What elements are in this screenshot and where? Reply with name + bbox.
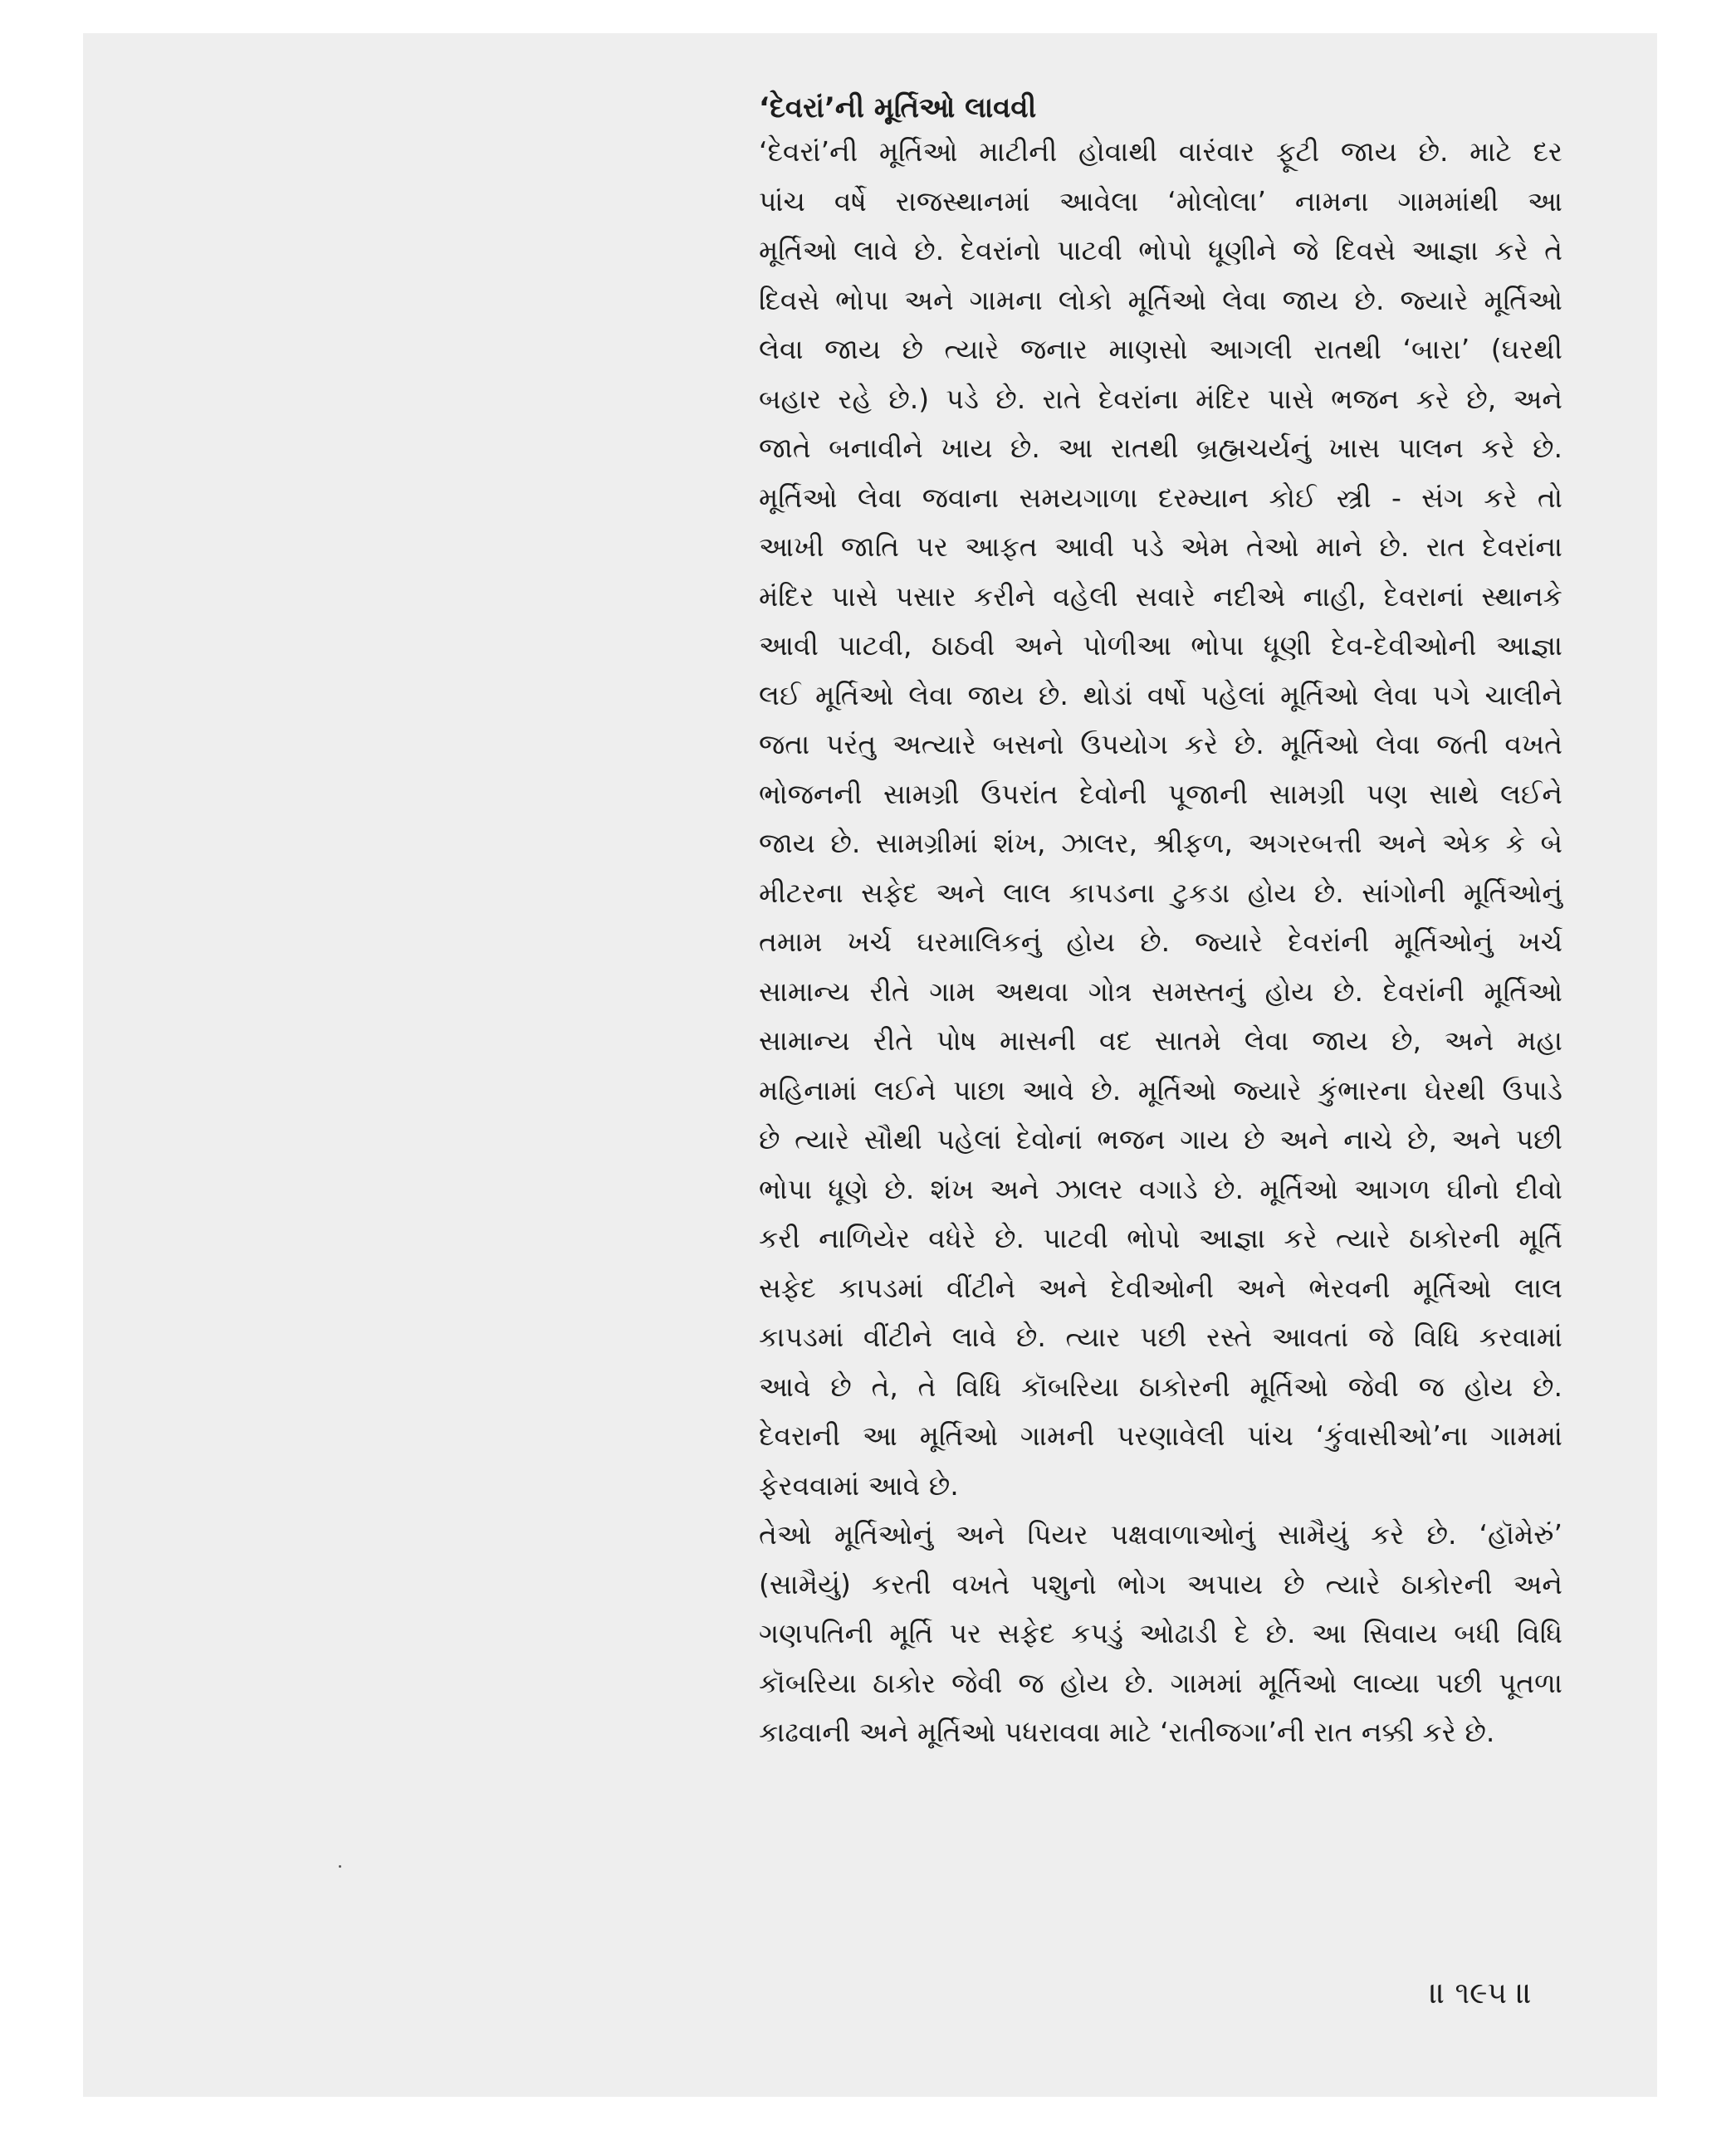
text-line: સફેદ કાપડમાં વીંટીને અને દેવીઓની અને ભેરવની મૂર્તિઓ લાલ xyxy=(759,1271,1562,1304)
text-line: મૂર્તિઓ લેવા જવાના સમયગાળા દરમ્યાન કોઈ સ્ત્રી - સંગ કરે તો xyxy=(759,481,1562,514)
text-line: કૉબરિયા ઠાકોર જેવી જ હોય છે. ગામમાં મૂર્તિઓ લાવ્યા પછી પૂતળા xyxy=(759,1666,1562,1699)
text-line: જતા પરંતુ અત્યારે બસનો ઉપયોગ કરે છે. મૂર્તિઓ લેવા જતી વખતે xyxy=(759,728,1562,760)
text-line: છે ત્યારે સૌથી પહેલાં દેવોનાં ભજન ગાય છે અને નાચે છે, અને પછી xyxy=(759,1123,1562,1155)
text-line: ફેરવવામાં આવે છે. xyxy=(759,1468,959,1502)
text-line: તમામ ખર્ચ ઘરમાલિકનું હોય છે. જ્યારે દેવરાંની મૂર્તિઓનું ખર્ચ xyxy=(759,926,1562,958)
text-line: દિવસે ભોપા અને ગામના લોકો મૂર્તિઓ લેવા જાય છે. જ્યારે મૂર્તિઓ xyxy=(759,283,1562,316)
paragraph-2 xyxy=(759,1510,1562,1757)
text-line: મૂર્તિઓ લાવે છે. દેવરાંનો પાટવી ભોપો ધૂણીને જે દિવસે આજ્ઞા કરે તે xyxy=(759,234,1562,266)
text-line: ભોજનની સામગ્રી ઉપરાંત દેવોની પૂજાની સામગ્રી પણ સાથે લઈને xyxy=(759,777,1562,810)
text-line: કરી નાળિયેર વધેરે છે. પાટવી ભોપો આજ્ઞા કરે ત્યારે ઠાકોરની મૂર્તિ xyxy=(759,1222,1562,1254)
text-line: સામાન્ય રીતે પોષ માસની વદ સાતમે લેવા જાય છે, અને મહા xyxy=(759,1024,1562,1057)
text-line: આવી પાટવી, ઠાઠવી અને પોળીઆ ભોપા ધૂણી દેવ-દેવીઓની આજ્ઞા xyxy=(759,629,1562,662)
text-line: ‘દેવરાં’ની મૂર્તિઓ માટીની હોવાથી વારંવાર ફૂટી જાય છે. માટે દર xyxy=(759,135,1562,168)
text-line: મીટરના સફેદ અને લાલ કાપડના ટુકડા હોય છે. સાંગોની મૂર્તિઓનું xyxy=(759,876,1562,909)
text-column xyxy=(759,89,1562,1757)
paragraph-1 xyxy=(759,127,1562,1510)
text-line: આખી જાતિ પર આફત આવી પડે એમ તેઓ માને છે. રાત દેવરાંના xyxy=(759,530,1562,563)
text-line: તેઓ મૂર્તિઓનું અને પિયર પક્ષવાળાઓનું સામૈયું કરે છે. ‘હૉમેરું’ xyxy=(759,1518,1562,1551)
text-line: જાતે બનાવીને ખાય છે. આ રાતથી બ્રહ્મચર્યનું ખાસ પાલન કરે છે. xyxy=(759,432,1562,464)
text-line: (સામૈયું) કરતી વખતે પશુનો ભોગ અપાય છે ત્યારે ઠાકોરની અને xyxy=(759,1567,1562,1600)
section-heading: ‘દેવરાં’ની મૂર્તિઓ લાવવી xyxy=(759,91,1037,125)
text-line: મહિનામાં લઈને પાછા આવે છે. મૂર્તિઓ જ્યારે કુંભારના ઘેરથી ઉપાડે xyxy=(759,1073,1562,1107)
text-line: આવે છે તે, તે વિધિ કૉબરિયા ઠાકોરની મૂર્તિઓ જેવી જ હોય છે. xyxy=(759,1370,1562,1403)
text-line: પાંચ વર્ષે રાજસ્થાનમાં આવેલા ‘મોલોલા’ નામના ગામમાંથી આ xyxy=(759,184,1562,217)
text-line: લેવા જાય છે ત્યારે જનાર માણસો આગલી રાતથી ‘બારા’ (ઘરથી xyxy=(759,333,1562,365)
text-line: કાપડમાં વીંટીને લાવે છે. ત્યાર પછી રસ્તે આવતાં જે વિધિ કરવામાં xyxy=(759,1321,1562,1353)
scan-speck xyxy=(339,1865,341,1868)
text-line: જાય છે. સામગ્રીમાં શંખ, ઝાલર, શ્રીફળ, અગરબત્તી અને એક કે બે xyxy=(759,827,1562,859)
text-line: દેવરાની આ મૂર્તિઓ ગામની પરણાવેલી પાંચ ‘કુંવાસીઓ’ના ગામમાં xyxy=(759,1419,1562,1452)
page-number: ॥ ૧૯૫ ॥ xyxy=(1430,1976,1533,2010)
text-line: કાઢવાની અને મૂર્તિઓ પધરાવવા માટે ‘રાતીજગા’ની રાત નક્કી કરે છે. xyxy=(759,1716,1495,1748)
text-line: મંદિર પાસે પસાર કરીને વહેલી સવારે નદીએ નાહી, દેવરાનાં સ્થાનકે xyxy=(759,579,1562,613)
text-line: લઈ મૂર્તિઓ લેવા જાય છે. થોડાં વર્ષો પહેલાં મૂર્તિઓ લેવા પગે ચાલીને xyxy=(759,678,1562,711)
text-line: સામાન્ય રીતે ગામ અથવા ગોત્ર સમસ્તનું હોય છે. દેવરાંની મૂર્તિઓ xyxy=(759,975,1562,1008)
text-line: ગણપતિની મૂર્તિ પર સફેદ કપડું ઓઢાડી દે છે. આ સિવાય બધી વિધિ xyxy=(759,1617,1562,1649)
text-line: બહાર રહે છે.) પડે છે. રાતે દેવરાંના મંદિર પાસે ભજન કરે છે, અને xyxy=(759,382,1562,415)
text-line: ભોપા ધૂણે છે. શંખ અને ઝાલર વગાડે છે. મૂર્તિઓ આગળ ઘીનો દીવો xyxy=(759,1172,1562,1205)
